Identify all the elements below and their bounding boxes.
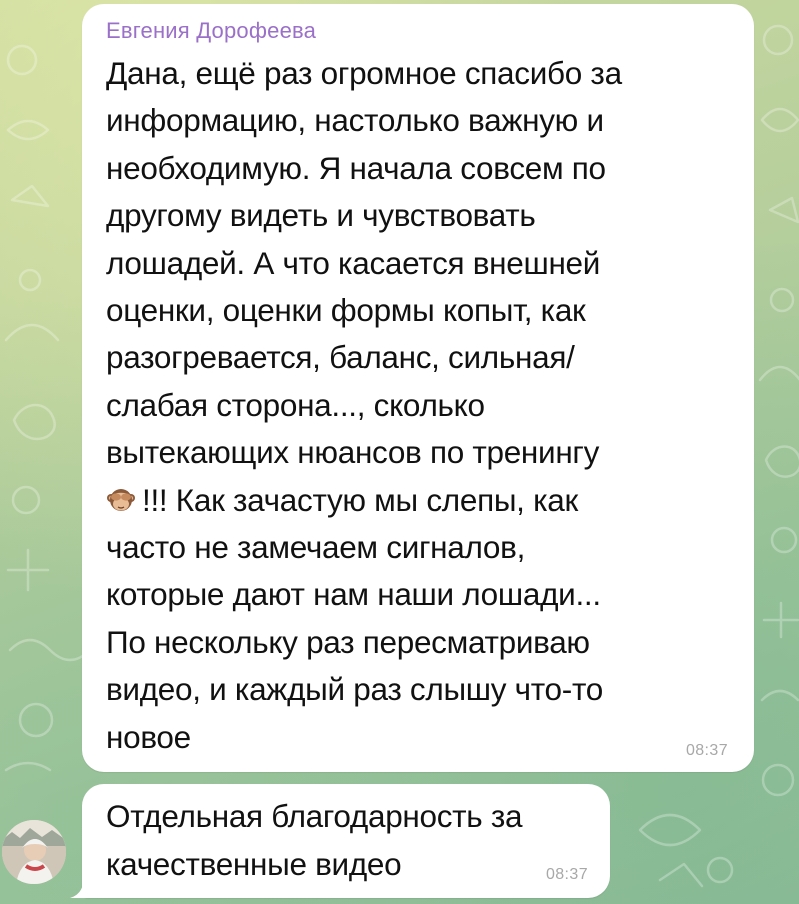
message-line: лошадей. А что касается внешней <box>106 244 601 281</box>
message-line: вытекающих нюансов по тренингу <box>106 434 600 471</box>
message-line: часто не замечаем сигналов, <box>106 529 526 566</box>
message-line: видео, и каждый раз слышу что-то <box>106 671 603 708</box>
message-line-with-emoji <box>106 477 730 524</box>
message-line: новое <box>106 718 191 755</box>
message-line: слабая сторона..., сколько <box>106 386 485 423</box>
message-line: Дана, ещё раз огромное спасибо за <box>106 55 622 91</box>
message-text <box>106 50 730 761</box>
message-bubble[interactable] <box>82 4 754 772</box>
message-line: Отдельная благодарность за <box>106 798 523 834</box>
message-bubble[interactable] <box>82 784 610 898</box>
message-line: разогревается, баланс, сильная/ <box>106 339 575 376</box>
sender-avatar[interactable] <box>2 820 66 884</box>
message-line: качественные видео <box>106 846 402 882</box>
see-no-evil-monkey-icon <box>106 485 136 515</box>
message-text <box>106 792 586 888</box>
message-timestamp: 08:37 <box>545 866 588 883</box>
message-line: оценки, оценки формы копыт, как <box>106 292 586 329</box>
message-line: информацию, настолько важную и <box>106 102 604 139</box>
message-line: другому видеть и чувствовать <box>106 197 536 234</box>
message-line: необходимую. Я начала совсем по <box>106 149 606 186</box>
sender-name[interactable]: Евгения Дорофеева <box>106 18 317 43</box>
message-line-text: !!! Как зачастую мы слепы, как <box>142 481 578 518</box>
message-timestamp: 08:37 <box>685 742 728 759</box>
message-line: По нескольку раз пересматриваю <box>106 623 590 660</box>
bubble-tail <box>70 876 92 898</box>
message-line: которые дают нам наши лошади... <box>106 576 601 613</box>
